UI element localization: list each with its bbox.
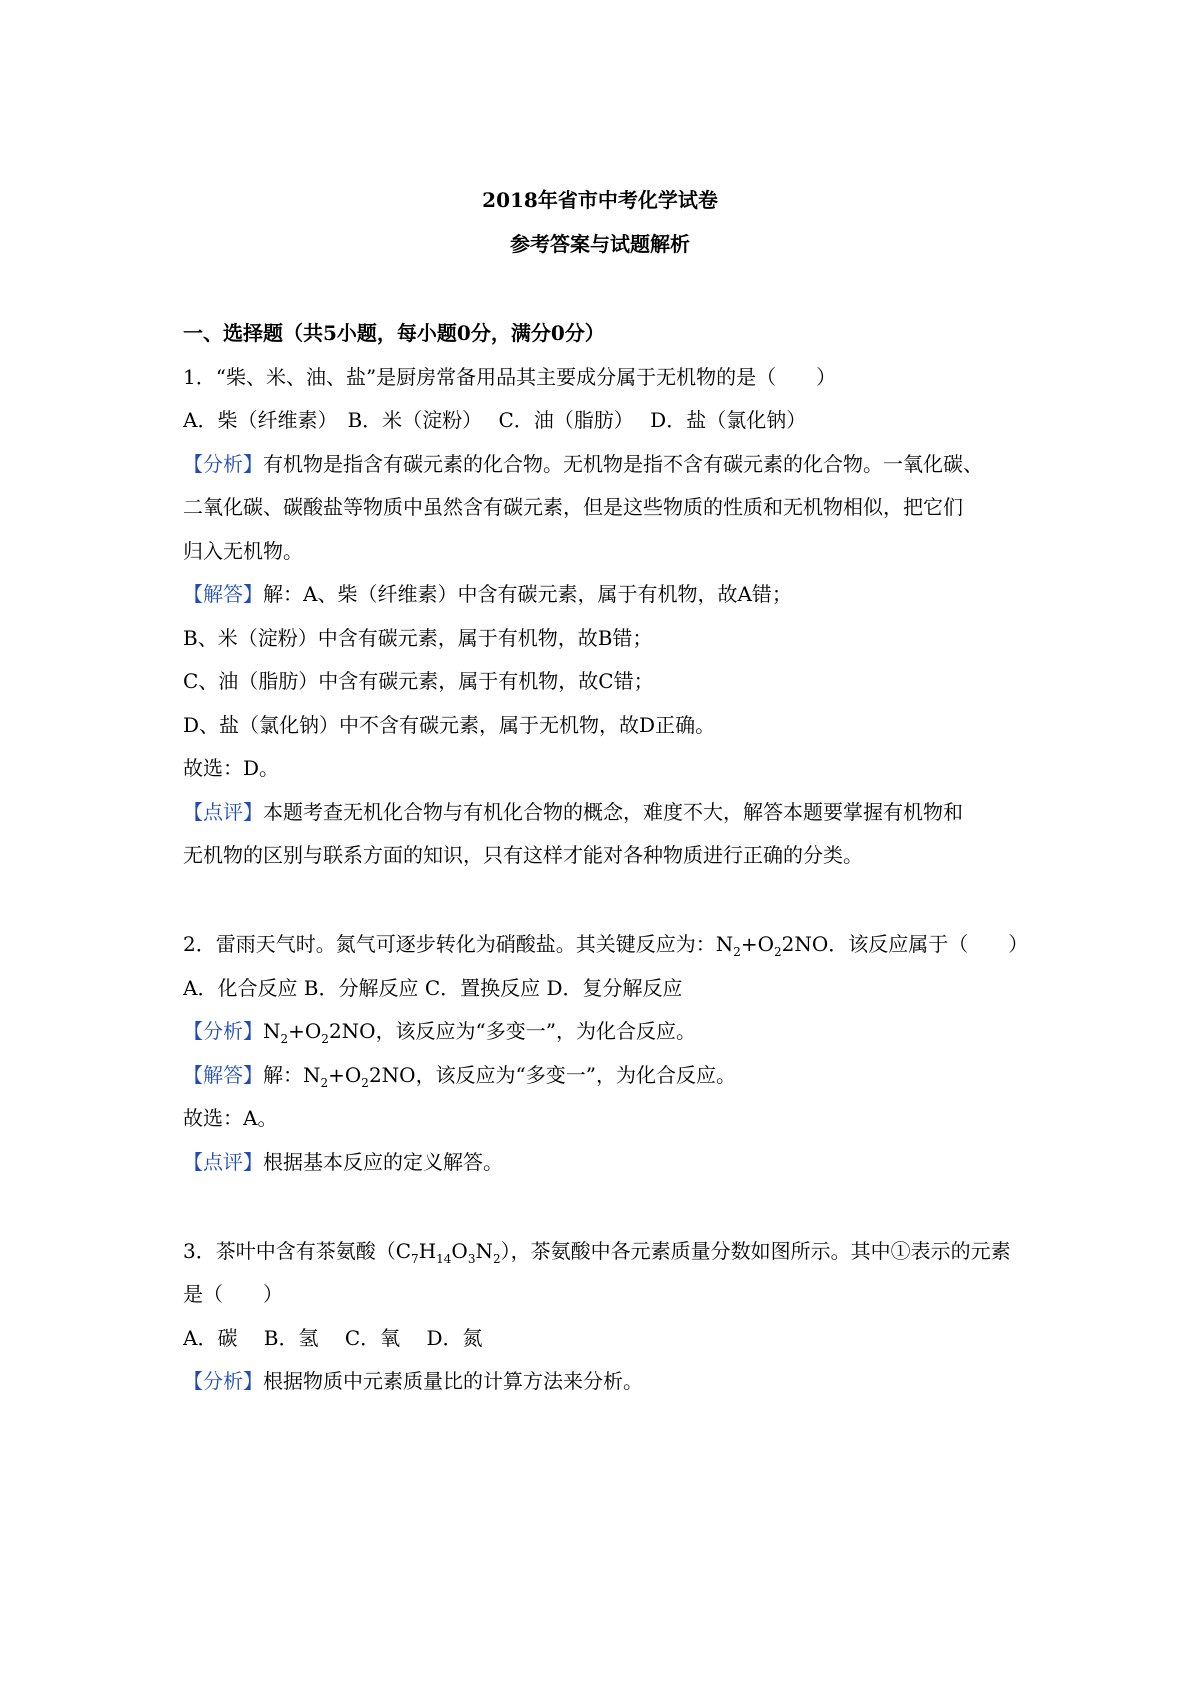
analysis-label: 【分析】	[183, 1019, 263, 1043]
q1-comment-line-1: 【点评】本题考查无机化合物与有机化合物的概念，难度不大，解答本题要掌握有机物和	[183, 800, 963, 824]
theanine-formula: $C_7H_{14}O_3N_2$	[395, 1239, 501, 1266]
analysis-label: 【分析】	[183, 1369, 263, 1393]
section-heading: 一、选择题（共5小题，每小题0分，满分0分）	[183, 321, 605, 345]
answer-label: 【解答】	[183, 1063, 263, 1087]
document-subtitle: 参考答案与试题解析	[510, 232, 690, 256]
q1-answer-line-4: D、盐（氯化钠）中不含有碳元素，属于无机物，故D正确。	[183, 713, 716, 737]
q1-options: A．柴（纤维素） B．米（淀粉） C．油（脂肪） D．盐（氯化钠）	[183, 408, 807, 432]
q2-answer: 【解答】解：$N_2+O_22NO$，该反应为“多变一”，为化合反应。	[183, 1063, 737, 1090]
q3-stem-line-1: 3．茶叶中含有茶氨酸$(C_7H_{14}O_3N_2)$，茶氨酸中各元素质量分数如图所示。其中①表示的元素	[183, 1239, 1011, 1266]
q1-stem: 1．“柴、米、油、盐”是厨房常备用品其主要成分属于无机物的是（ ）	[183, 365, 837, 389]
q1-comment-line-2: 无机物的区别与联系方面的知识，只有这样才能对各种物质进行正确的分类。	[183, 843, 863, 867]
comment-label: 【点评】	[183, 800, 263, 824]
document-title: 2018年省市中考化学试卷	[482, 188, 718, 212]
reaction-equation: $N_2+O_22NO$	[263, 1019, 376, 1046]
reaction-equation: $N_2+O_22NO$	[303, 1063, 416, 1090]
q2-choice: 故选：A。	[183, 1106, 278, 1130]
q1-analysis-line-3: 归入无机物。	[183, 539, 303, 563]
q1-answer-line-1: 【解答】解：A、柴（纤维素）中含有碳元素，属于有机物，故A错；	[183, 582, 792, 606]
q2-comment: 【点评】根据基本反应的定义解答。	[183, 1150, 503, 1174]
q1-choice: 故选：D。	[183, 756, 280, 780]
reaction-equation: $N_2+O_22NO$	[715, 932, 829, 959]
q2-stem: 2．雷雨天气时。氮气可逐步转化为硝酸盐。其关键反应为：$N_2+O_22NO$．该反应属于（ ）	[183, 932, 1029, 959]
q3-options: A．碳 B．氢 C．氧 D．氮	[183, 1326, 483, 1350]
q1-analysis-line-1: 【分析】有机物是指含有碳元素的化合物。无机物是指不含有碳元素的化合物。一氧化碳、	[183, 452, 983, 476]
q1-analysis-line-2: 二氧化碳、碳酸盐等物质中虽然含有碳元素，但是这些物质的性质和无机物相似，把它们	[183, 495, 963, 519]
comment-label: 【点评】	[183, 1150, 263, 1174]
q2-options: A．化合反应 B．分解反应 C．置换反应 D．复分解反应	[183, 976, 683, 1000]
q2-analysis: 【分析】$N_2+O_22NO$，该反应为“多变一”，为化合反应。	[183, 1019, 697, 1046]
q1-answer-line-3: C、油（脂肪）中含有碳元素，属于有机物，故C错；	[183, 669, 654, 693]
answer-label: 【解答】	[183, 582, 263, 606]
q3-stem-line-2: 是（ ）	[183, 1282, 283, 1306]
q1-answer-line-2: B、米（淀粉）中含有碳元素，属于有机物，故B错；	[183, 626, 653, 650]
analysis-label: 【分析】	[183, 452, 263, 476]
q3-analysis: 【分析】根据物质中元素质量比的计算方法来分析。	[183, 1369, 643, 1393]
